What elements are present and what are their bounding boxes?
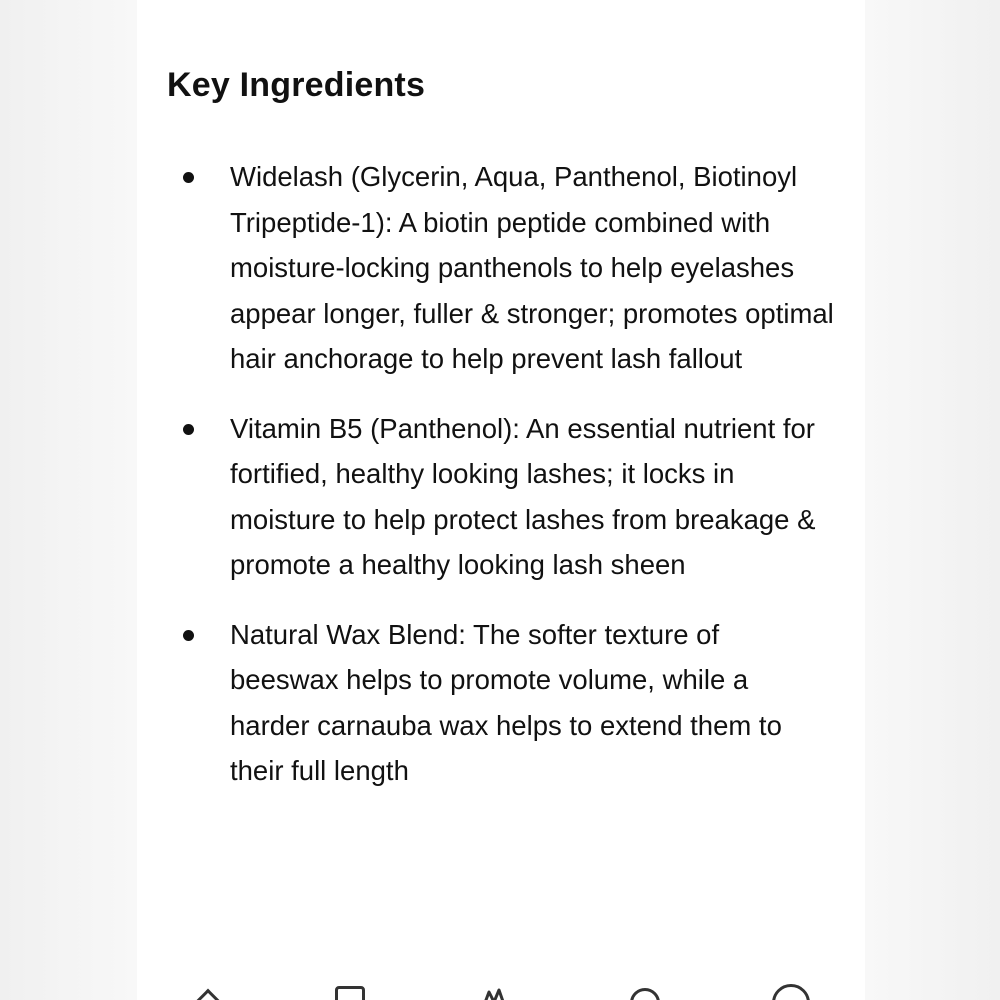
bullet-icon xyxy=(183,630,194,641)
shopping-bag-icon[interactable] xyxy=(335,986,365,1000)
list-item-vitamin-b5 xyxy=(137,406,865,588)
list-item-widelash xyxy=(137,154,865,382)
home-icon[interactable] xyxy=(190,989,227,1000)
ingredient-list xyxy=(137,154,865,794)
key-ingredients-heading: Key Ingredients xyxy=(167,66,426,104)
backdrop-left xyxy=(0,0,137,1000)
bullet-icon xyxy=(183,172,194,183)
sell-icon-graphic xyxy=(477,986,511,1000)
bottom-tab-bar xyxy=(137,984,865,1000)
ingredient-description: Vitamin B5 (Panthenol): An essential nutrient for fortified, healthy looking lashes; it locks in moisture to help protect lashes from breakage & promote a healthy looking lash sheen xyxy=(230,412,816,580)
product-details-screen xyxy=(137,0,865,1000)
profile-icon[interactable] xyxy=(772,984,810,1000)
backdrop-right xyxy=(865,0,1000,1000)
sell-icon[interactable] xyxy=(477,986,511,1000)
ingredient-description: Widelash (Glycerin, Aqua, Panthenol, Biotinoyl Tripeptide-1): A biotin peptide combined with moisture-locking panthenols to help eyelashes appear longer, fuller & stronger; promotes optimal hair anchorage to help prevent lash fallout xyxy=(230,161,834,374)
list-item-natural-wax-blend xyxy=(137,612,865,794)
search-icon[interactable] xyxy=(630,988,660,1000)
bullet-icon xyxy=(183,424,194,435)
ingredient-description: Natural Wax Blend: The softer texture of beeswax helps to promote volume, while a harder carnauba wax helps to extend them to their full length xyxy=(230,618,782,786)
